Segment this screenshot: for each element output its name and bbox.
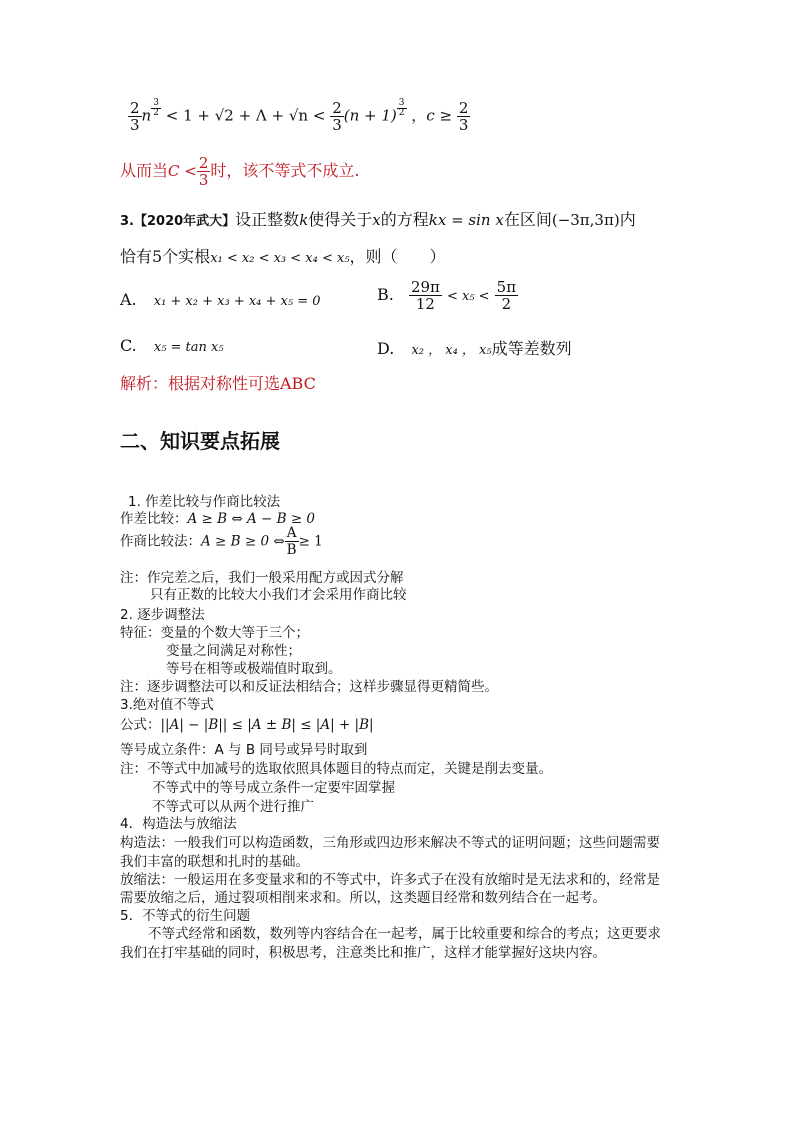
note-3-formula: 公式：||A| − |B|| ≤ |A ± B| ≤ |A| + |B| (120, 717, 374, 733)
note-4-title: 4．构造法与放缩法 (120, 816, 237, 832)
note-1-remark-1: 注：作完差之后，我们一般采用配方或因式分解 (120, 570, 404, 586)
note-4-scaling-1: 放缩法：一般运用在多变量求和的不等式中，许多式子在没有放缩时是无法求和的，经常是 (120, 872, 660, 888)
fraction: $\frac{2}{3}$ (332, 99, 342, 134)
option-a: A. x₁ + x₂ + x₃ + x₄ + x₅ = 0 (120, 290, 321, 309)
fraction: $\frac{2}{3}$ (198, 154, 209, 189)
note-1-difference: 作差比较：A ≥ B ⇔ A − B ≥ 0 (120, 511, 316, 527)
fraction: $\frac{A}{B}$ (286, 525, 297, 558)
note-3-remark-1: 注：不等式中加减号的选取依照具体题目的特点而定，关键是削去变量。 (120, 761, 552, 777)
note-1-title: 1. 作差比较与作商比较法 (128, 494, 281, 510)
note-3-title: 3.绝对值不等式 (120, 697, 214, 713)
fraction: $\frac{29\pi}{12}$ (410, 278, 440, 313)
note-2-remark: 注：逐步调整法可以和反证法相结合；这样步骤显得更精简些。 (120, 679, 498, 695)
note-5-para-2: 我们在打牢基础的同时，积极思考，注意类比和推广，这样才能掌握好这块内容。 (120, 945, 606, 961)
note-1-quotient: 作商比较法：A ≥ B ≥ 0 ⇔ $\frac{A}{B}$ ≥ 1 (120, 525, 323, 558)
answer-analysis: 解析：根据对称性可选ABC (120, 374, 316, 393)
note-4-construct-2: 我们丰富的联想和扎时的基础。 (120, 854, 309, 870)
question-3-line-2: 恰有5个实根x₁ < x₂ < x₃ < x₄ < x₅，则（ ） (120, 247, 446, 266)
section-title: 二、知识要点拓展 (120, 429, 280, 453)
note-3-remark-2: 不等式中的等号成立条件一定要牢固掌握 (152, 780, 395, 796)
note-3-remark-3: 不等式可以从两个进行推广 (152, 799, 314, 815)
top-inequality-formula: $\frac{2}{3}$ n $^{\frac{3}{2}}$ < 1 + √2 + Λ + √n < $\frac{2}{3}$ (n + 1) $^{\frac{3}{2}}$ ，c ≥ $\frac{2}{3}$ (130, 97, 469, 134)
note-2-feature-3: 等号在相等或极端值时取到。 (166, 661, 342, 677)
conclusion-line: 从而当C < $\frac{2}{3}$ 时，该不等式不成立. (120, 154, 360, 189)
question-3-line-1: 3.【2020年武大】设正整数k使得关于x的方程kx = sin x在区间(−3π,3π)内 (120, 210, 636, 229)
note-3-equality: 等号成立条件：A 与 B 同号或异号时取到 (120, 742, 368, 758)
option-c: C. x₅ = tan x₅ (120, 336, 224, 355)
fraction: $\frac{2}{3}$ (130, 99, 140, 134)
note-5-para-1: 不等式经常和函数，数列等内容结合在一起考，属于比较重要和综合的考点；这更要求 (148, 926, 661, 942)
note-1-remark-2: 只有正数的比较大小我们才会采用作商比较 (150, 587, 407, 603)
note-4-scaling-2: 需要放缩之后，通过裂项相削来求和。所以，这类题目经常和数列结合在一起考。 (120, 890, 606, 906)
option-b: B. $\frac{29\pi}{12}$ < x₅ < $\frac{5\pi}{2}$ (377, 278, 517, 313)
option-d: D. x₂ ， x₄ ， x₅成等差数列 (377, 339, 572, 358)
note-2-feature-1: 特征：变量的个数大等于三个； (120, 625, 309, 641)
note-2-title: 2. 逐步调整法 (120, 607, 205, 623)
question-tag: 【2020年武大】 (133, 214, 236, 229)
fraction: $\frac{2}{3}$ (458, 99, 469, 134)
fraction: $\frac{5\pi}{2}$ (496, 278, 517, 313)
note-5-title: 5．不等式的衍生问题 (120, 908, 251, 924)
note-4-construct-1: 构造法：一般我们可以构造函数，三角形或四边形来解决不等式的证明问题；这些问题需要 (120, 835, 660, 851)
note-2-feature-2: 变量之间满足对称性； (166, 643, 301, 659)
